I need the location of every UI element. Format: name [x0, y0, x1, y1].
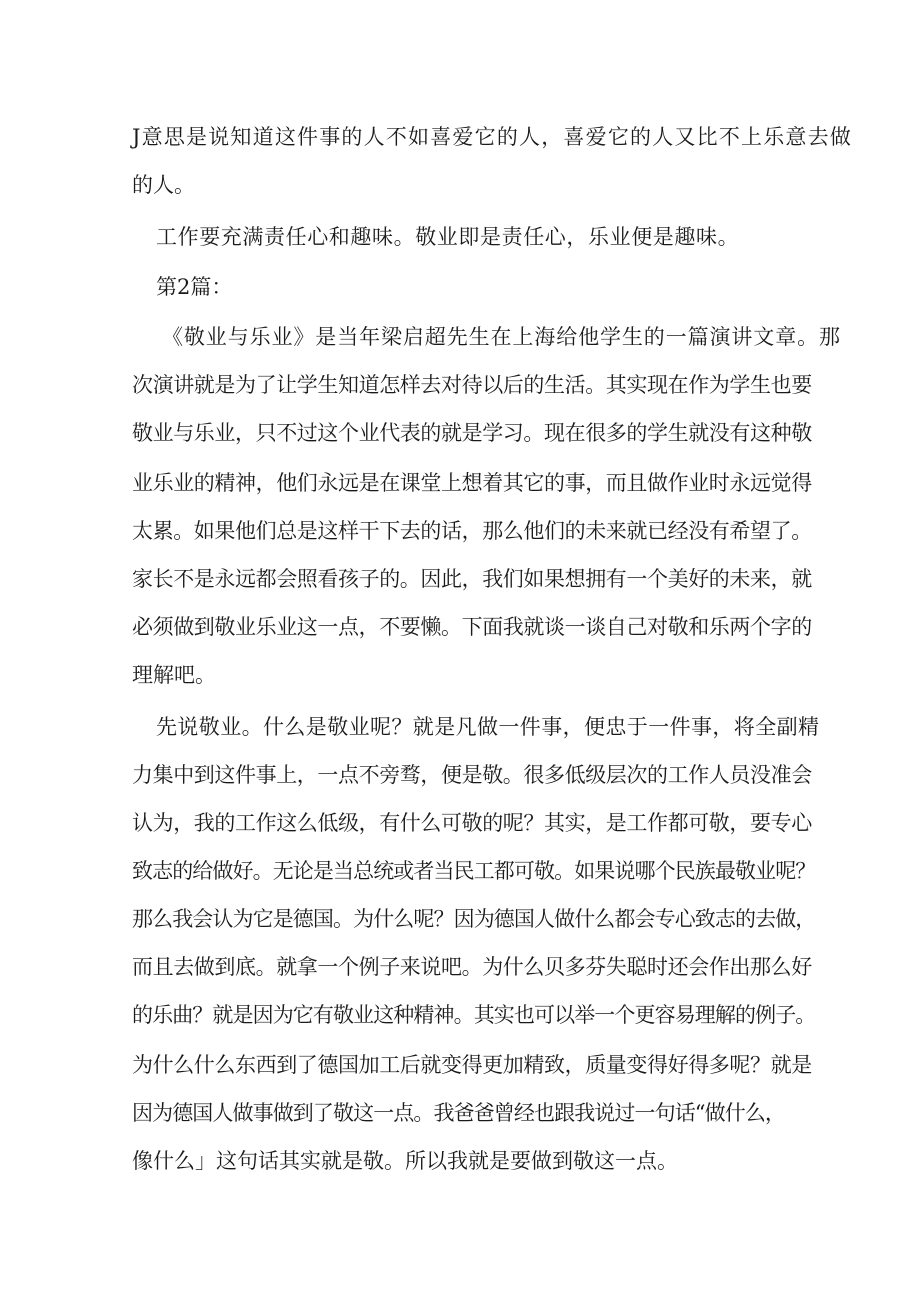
text-line: 认为，我的工作这么低级，有什么可敬的呢？其实，是工作都可敬，要专心 [132, 811, 812, 835]
text-line: 那么我会认为它是德国。为什么呢？因为德国人做什么都会专心致志的去做， [132, 907, 816, 931]
text-line: 力集中到这件事上，一点不旁骛，便是敬。很多低级层次的工作人员没准会 [132, 763, 812, 787]
text-line: 的乐曲？就是因为它有敬业这种精神。其实也可以举一个更容易理解的例子。 [132, 1003, 816, 1027]
text-line: 像什么」这句话其实就是敬。所以我就是要做到敬这一点。 [132, 1149, 678, 1173]
text-line: J意思是说知道这件事的人不如喜爱它的人，喜爱它的人又比不上乐意去做 [132, 125, 853, 149]
text-line: 因为德国人做事做到了敬这一点。我爸爸曾经也跟我说过一句话“做什么， [132, 1101, 786, 1125]
text-line: 为什么什么东西到了德国加工后就变得更加精致，质量变得好得多呢？就是 [132, 1053, 812, 1077]
text-line: 工作要充满责任心和趣味。敬业即是责任心，乐业便是趣味。 [156, 225, 740, 249]
text-line: 的人。 [132, 173, 195, 197]
text-line: 家长不是永远都会照看孩子的。因此，我们如果想拥有一个美好的未来，就 [132, 567, 812, 591]
text-line: 《敬业与乐业》是当年梁启超先生在上海给他学生的一篇演讲文章。那 [162, 325, 841, 349]
text-line: 太累。如果他们总是这样干下去的话，那么他们的未来就已经没有希望了。 [132, 519, 812, 543]
text-line: 业乐业的精神，他们永远是在课堂上想着其它的事，而且做作业时永远觉得 [132, 471, 812, 495]
text-line: 理解吧。 [132, 663, 216, 687]
text-line: 次演讲就是为了让学生知道怎样去对待以后的生活。其实现在作为学生也要 [132, 373, 812, 397]
text-line: 而且去做到底。就拿一个例子来说吧。为什么贝多芬失聪时还会作出那么好 [132, 955, 812, 979]
text-line: 必须做到敬业乐业这一点，不要懒。下面我就谈一谈自己对敬和乐两个字的 [132, 615, 812, 639]
text-line: 先说敬业。什么是敬业呢？就是凡做一件事，便忠于一件事，将全副精 [156, 715, 820, 739]
section-heading: 第2篇： [156, 275, 233, 299]
text-line: 致志的给做好。无论是当总统或者当民工都可敬。如果说哪个民族最敬业呢？ [132, 859, 816, 883]
text-line: 敬业与乐业，只不过这个业代表的就是学习。现在很多的学生就没有这种敬 [132, 421, 812, 445]
